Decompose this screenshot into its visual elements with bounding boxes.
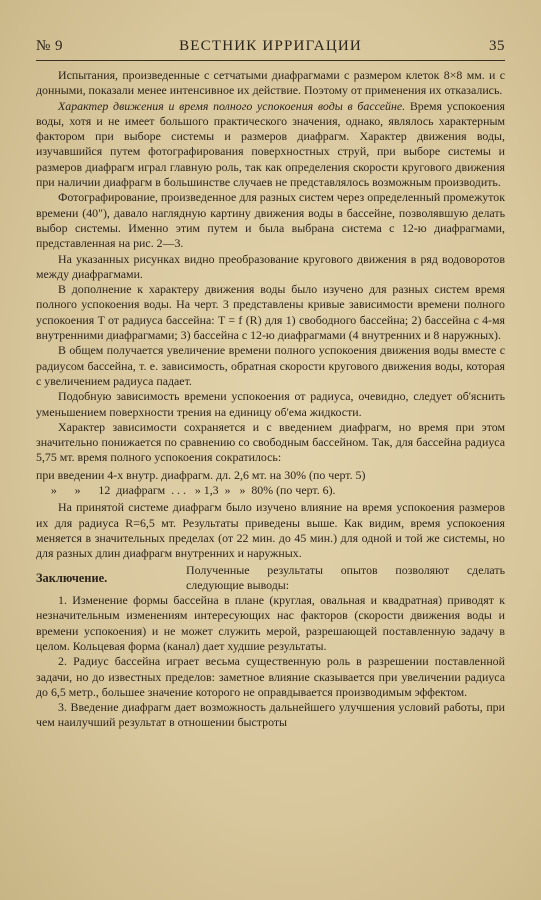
conclusion-item: 2. Радиус бассейна играет весьма существенную роль в разрешении поставленной задачи, но до известных пределов: заметное влияние сказывается при увеличении радиуса до 6,5 метр., большее значение которого не оправдывается производимым эффектом. [36, 654, 505, 699]
conclusion-item: 1. Изменение формы бассейна в плане (круглая, овальная и квадратная) приводят к незначительным изменениям интересующих нас факторов (скорости движения воды и времени успокоения) и не может служить мерой, разрешающей поставленную задачу в целом. Кольцевая форма (канал) дает худшие результаты. [36, 593, 505, 653]
paragraph: Подобную зависимость времени успокоения от радиуса, очевидно, следует об'яснить уменьшением поверхности трения на единицу об'ема жидкости. [36, 389, 505, 419]
journal-title: ВЕСТНИК ИРРИГАЦИИ [179, 38, 362, 54]
paragraph: Характер зависимости сохраняется и с введением диафрагм, но время при этом значительно понижается по сравнению со свободным бассейном. Так, для бассейна радиуса 5,75 мт. время полного успокоения сократилось: [36, 419, 505, 465]
paragraph: На указанных рисунках видно преобразование кругового движения в ряд водоворотов между диафрагмами. [36, 251, 505, 281]
calculation-block [36, 468, 505, 499]
conclusion-label: Заключение. [36, 570, 108, 585]
conclusion-intro [36, 563, 505, 594]
paragraph [36, 99, 505, 191]
paragraph: Фотографирование, произведенное для разных систем через определенный промежуток времени (40"), давало наглядную картину движения воды в бассейне, позволявшую делать выбор системы. Именно этим путем и была выбрана система с 12-ю диафрагмами, представленная на рис. 2—3. [36, 190, 505, 251]
conclusion-item: 3. Введение диафрагм дает возможность дальнейшего улучшения условий работы, при чем наилучший результат в отношении быстроты [36, 700, 505, 730]
header-rule [36, 60, 505, 61]
section-heading-italic: Характер движения и время полного успокоения воды в бассейне. [58, 98, 406, 113]
conclusion-text: Полученные результаты опытов позволяют сделать следующие выводы: [186, 562, 505, 592]
article-body [36, 68, 505, 731]
paragraph: В дополнение к характеру движения воды было изучено для разных систем время полного успокоения воды. На черт. 3 представлены кривые зависимости времени полного успокоения T от радиуса бассейна: T = f (R) для 1) свободного бассейна; 2) бассейна с 4-мя внутренними диафрагмами; 3) бассейна с 12-ю диафрагмами (4 внутренних и 8 наружных). [36, 282, 505, 343]
paragraph-text: Время успокоения воды, хотя и не имеет большого практического значения, однако, являлось характерным фактором при выборе системы и размеров диафрагм. Характер движения воды, изучавшийся путем фотографирования поверхностных струй, при выборе системы и размеров диафрагм играл главную роль, так как определения скорости кругового движения при наличии диафрагм в большинстве случаев не представлялось возможным производить. [36, 98, 505, 190]
paragraph: На принятой системе диафрагм было изучено влияние на время успокоения размеров их для радиуса R=6,5 мт. Результаты приведены выше. Как видим, время успокоения меняется в значительных пределах (от 22 мин. до 45 мин.) для одной и той же системы, но для разных длин диафрагм внутренних и наружных. [36, 500, 505, 561]
page-number: 35 [489, 38, 505, 54]
issue-number: № 9 [36, 38, 64, 54]
calculation-line: при введении 4-х внутр. диафрагм. дл. 2,6 мт. на 30% (по черт. 5) [36, 467, 366, 482]
paragraph: Испытания, произведенные с сетчатыми диафрагмами с размером клеток 8×8 мм. и с донными, показали менее интенсивное их действие. Поэтому от применения их отказались. [36, 68, 505, 98]
running-header [36, 38, 505, 60]
calculation-line: » » 12 диафрагм . . . » 1,3 » » 80% (по черт. 6). [36, 483, 336, 498]
paragraph: В общем получается увеличение времени полного успокоения движения воды вместе с радиусом бассейна, т. е. зависимость, обратная скорости кругового движения воды, которая с увеличением радиуса падает. [36, 343, 505, 388]
